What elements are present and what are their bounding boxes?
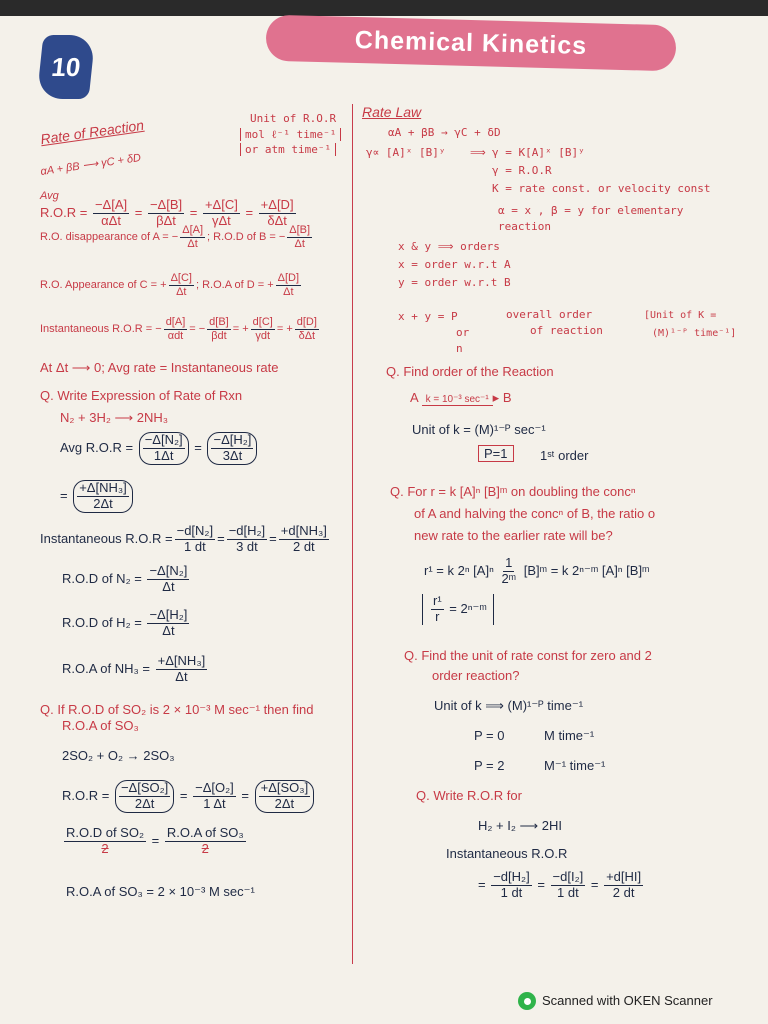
q1-avg-t3-num: +Δ[NH₃] (79, 480, 127, 495)
q1-avg-t2-num: −Δ[H₂] (213, 432, 252, 447)
rate-law-def-2: γ = R.O.R (492, 164, 552, 177)
unit-ror-title: Unit of R.O.R (250, 112, 337, 125)
scanner-watermark: Scanned with OKEN Scanner (542, 993, 713, 1008)
unit-k-note-2: (M)¹⁻ᴾ time⁻¹] (652, 328, 737, 339)
avg-equals-instantaneous: At Δt ⟶ 0; Avg rate = Instantaneous rate (40, 360, 279, 375)
question-5-line2: order reaction? (432, 668, 520, 683)
roa-nh3-num: +Δ[NH₃] (157, 653, 206, 668)
ror-term-d-num: +Δ[D] (260, 197, 294, 212)
q2-ror-t3-den: 2Δt (274, 795, 295, 811)
rod-a-b-expression (40, 224, 314, 250)
question-4-line3: new rate to the earlier rate will be? (414, 528, 613, 543)
q2-ratio: $\frac{\text{R.O.D of SO₂}}{2}$ = $\frac{\text{R.O.A of SO₃}}{2}$ (66, 825, 244, 856)
ror-label: R.O.R = (40, 204, 88, 220)
q1-inst-t3-num: +d[NH₃] (280, 523, 327, 538)
unit-ror-line1: mol ℓ⁻¹ time⁻¹ (240, 128, 341, 141)
orders-line-3: y = order w.r.t B (398, 276, 511, 289)
roa-c-frac (169, 272, 194, 298)
q5-p2: P = 2 (474, 758, 505, 773)
inst-term-b (207, 316, 231, 342)
q1-inst-ror: Instantaneous R.O.R = $\frac{\text{−d[N₂]}}{1 dt}$ = $\frac{\text{−d[H₂]}}{3 dt}$ = $\frac{\text{+d[NH₃]}}{2 dt}$ (40, 523, 327, 554)
q2-ror-t3 (255, 780, 315, 813)
q3-p-box (478, 446, 514, 461)
rod-n2-label: R.O.D of N₂ = (62, 570, 142, 586)
q6-t2-den: 1 dt (557, 884, 579, 900)
roa-d-prefix: ; R.O.A of D = + (195, 279, 274, 292)
rod-n2-den: Δt (162, 578, 175, 594)
q2-ratio-rod (64, 826, 146, 857)
q6-t2-num: −d[I₂] (552, 869, 584, 884)
q1-inst-t3 (279, 524, 329, 555)
roa-c-den: Δt (176, 285, 187, 298)
question-4-line2: of A and halving the concⁿ of B, the ratio o (414, 506, 656, 521)
q6-t1 (491, 870, 531, 901)
q1-avg-label: Avg R.O.R = (60, 439, 134, 455)
q6-t3-den: 2 dt (612, 884, 635, 900)
rate-law-def-4: α = x , β = y for elementary (498, 204, 684, 217)
ror-term-a-num: −Δ[A] (94, 197, 128, 212)
q1-inst-t1-den: 1 dt (184, 538, 206, 554)
q1-avg-ror-cont: = $\frac{\text{+Δ[NH₃]}}{2\Delta t}$ (60, 480, 135, 513)
overall-order-2: of reaction (530, 324, 603, 337)
q3-unit: Unit of k = (M)¹⁻ᴾ sec⁻¹ (412, 422, 546, 437)
inst-term-c-den: γdt (255, 329, 271, 342)
q1-inst-t2-den: 3 dt (236, 538, 258, 554)
q4-ratio (422, 594, 494, 625)
column-divider (352, 104, 353, 964)
q2-ror: R.O.R = $\frac{\text{−Δ[SO₂]}}{2\Delta t}$ = $\frac{\text{−Δ[O₂]}}{1 \Delta t}$ = $\frac{\text{+Δ[SO₃]}}{2\Delta t}$ (62, 780, 316, 813)
rod-a-den: Δt (187, 237, 198, 250)
inst-term-c (251, 316, 275, 342)
q4-ratio-den: r (435, 608, 440, 624)
order-sum: x + y = P (398, 310, 458, 323)
q1-avg-t1-den: 1Δt (153, 447, 174, 463)
question-2-line2: R.O.A of SO₃ (62, 718, 139, 733)
rate-law-def-3: K = rate const. or velocity const (492, 182, 711, 195)
q1-avg-t2-den: 3Δt (222, 447, 243, 463)
q1-avg-ror: Avg R.O.R = $\frac{\text{−Δ[N₂]}}{1\Delta t}$ = $\frac{\text{−Δ[H₂]}}{3\Delta t}$ (60, 432, 259, 465)
chapter-number-badge (37, 35, 96, 99)
q4-equation (424, 556, 650, 587)
roa-nh3-label: R.O.A of NH₃ = (62, 660, 151, 676)
inst-term-d-num: d[D] (296, 316, 317, 328)
rate-law-def-1: γ = K[A]ˣ [B]ʸ (492, 146, 585, 159)
q6-reaction: H₂ + I₂ ⟶ 2HI (478, 818, 562, 833)
roa-nh3-den: Δt (175, 668, 188, 684)
scanner-logo-icon (518, 992, 536, 1010)
q2-ratio-rod-num: R.O.D of SO₂ (66, 825, 145, 840)
q2-ror-t2-num: −Δ[O₂] (195, 780, 234, 795)
q5-p2-unit: M⁻¹ time⁻¹ (544, 758, 606, 773)
question-2-line1: Q. If R.O.D of SO₂ is 2 × 10⁻³ M sec⁻¹ then find (40, 702, 314, 717)
page-top-edge (0, 0, 768, 16)
q4-eq-part2: [B]ᵐ = k 2ⁿ⁻ᵐ [A]ⁿ [B]ᵐ (523, 562, 650, 578)
q2-ror-t2 (193, 781, 236, 812)
avg-ror-expression: R.O.R = $\frac{-\Delta[A]}{\text{αΔt}}$ = $\frac{-\Delta[B]}{\text{βΔt}}$ = $\frac{+\Delta[C]}{\text{γΔt}}$ = $\frac{+\Delta[D]}{\text{δΔt}}$ (40, 197, 294, 228)
question-5-line1: Q. Find the unit of rate const for zero and 2 (404, 648, 652, 663)
q6-t1-num: −d[H₂] (493, 869, 530, 884)
roa-d-den: Δt (283, 285, 294, 298)
q6-t3-num: +d[HI] (606, 869, 642, 884)
q1-avg-t1-num: −Δ[N₂] (144, 432, 183, 447)
q2-ror-t2-den: 1 Δt (203, 795, 226, 811)
q4-ratio-frac (431, 594, 444, 625)
q2-ror-t1-den: 2Δt (134, 795, 155, 811)
q6-inst-expression: = $\frac{\text{−d[H₂]}}{1 dt}$ = $\frac{\text{−d[I₂]}}{1 dt}$ = $\frac{+d[HI]}{2 dt}$ (478, 869, 642, 900)
rate-law-reaction: αA + βB → γC + δD (388, 126, 501, 139)
avg-label: Avg (40, 190, 59, 202)
rod-n2-num: −Δ[N₂] (149, 563, 188, 578)
implies-arrow: ⟹ (470, 147, 486, 159)
rate-law-def-5: reaction (498, 220, 551, 233)
inst-term-c-num: d[C] (252, 316, 273, 328)
q1-inst-t3-den: 2 dt (292, 538, 315, 554)
q5-p0-unit: M time⁻¹ (544, 728, 595, 743)
q2-ratio-rod-den: 2 (101, 840, 109, 856)
roa-d-num: Δ[D] (277, 272, 300, 284)
q1-avg-t3 (73, 480, 133, 513)
inst-term-b-num: d[B] (209, 316, 229, 328)
inst-term-d-den: δΔt (298, 329, 316, 342)
chapter-title-banner (265, 15, 676, 72)
rod-h2-num: −Δ[H₂] (149, 607, 188, 622)
q3-p-value: P=1 (478, 445, 514, 462)
rate-proportionality: γ∝ [A]ˣ [B]ʸ (366, 146, 446, 159)
unit-k-note-1: [Unit of K = (644, 310, 717, 321)
q1-inst-t1 (175, 524, 215, 555)
order-sum-n: n (456, 342, 463, 355)
q2-ror-t1 (115, 780, 174, 813)
q3-order: 1ˢᵗ order (540, 448, 589, 463)
rod-h2-frac (147, 608, 189, 639)
q4-half (499, 556, 518, 587)
orders-line-1: x & y ⟹ orders (398, 240, 500, 253)
unit-ror-line2: or atm time⁻¹ (240, 143, 336, 156)
question-4-line1: Q. For r = k [A]ⁿ [B]ᵐ on doubling the concⁿ (390, 484, 636, 499)
order-sum-or: or (456, 326, 470, 339)
q2-answer: R.O.A of SO₃ = 2 × 10⁻³ M sec⁻¹ (66, 884, 255, 899)
q3-reactant: A (410, 390, 418, 405)
inst-term-a-den: αdt (167, 329, 184, 342)
q5-p0: P = 0 (474, 728, 505, 743)
rod-a-prefix: R.O. disappearance of A = − (40, 231, 179, 244)
roa-nh3-frac (156, 654, 208, 685)
ror-term-b-den: βΔt (156, 212, 176, 228)
rod-a-num: Δ[A] (182, 224, 204, 236)
roa-c-prefix: R.O. Appearance of C = + (40, 279, 167, 292)
rod-h2-label: R.O.D of H₂ = (62, 614, 142, 630)
question-3-reaction: A k = 10⁻³ sec⁻¹ ▸ B (410, 390, 512, 405)
q6-inst-label: Instantaneous R.O.R (446, 846, 568, 861)
roa-c-num: Δ[C] (170, 272, 192, 284)
roa-c-d-expression (40, 272, 303, 298)
question-1-reaction: N₂ + 3H₂ ⟶ 2NH₃ (60, 410, 169, 425)
q2-ror-t3-num: +Δ[SO₃] (260, 780, 309, 795)
question-2-reaction: 2SO₂ + O₂ → 2SO₃ (62, 748, 175, 763)
inst-term-a-num: d[A] (165, 316, 186, 328)
instantaneous-ror-expression: Instantaneous R.O.R = − $\frac{d[A]}{\text{αdt}}$ = − $\frac{d[B]}{\text{βdt}}$ = + $\frac{d[C]}{\text{γdt}}$ = + $\frac{d[D]}{\text{δΔt}}$ (40, 316, 317, 342)
q2-ratio-roa (165, 826, 246, 857)
roa-nh3 (62, 654, 209, 685)
general-reaction: αA + βB ⟶ γC + δD (39, 152, 142, 178)
q1-inst-t2 (227, 524, 267, 555)
rod-a-frac (180, 224, 205, 250)
q4-half-num: 1 (505, 555, 513, 570)
orders-line-2: x = order w.r.t A (398, 258, 511, 271)
q6-t3 (604, 870, 643, 901)
q6-t2 (551, 870, 586, 901)
roa-d-frac (276, 272, 301, 298)
inst-label: Instantaneous R.O.R = − (40, 323, 162, 336)
chapter-number: 10 (50, 51, 83, 82)
q1-inst-label: Instantaneous R.O.R = (40, 530, 173, 546)
rate-of-reaction-heading: Rate of Reaction (39, 116, 145, 148)
ror-term-c-den: γΔt (212, 212, 231, 228)
question-1: Q. Write Expression of Rate of Rxn (40, 388, 243, 403)
inst-term-a (164, 316, 188, 342)
rod-n2 (62, 564, 191, 595)
overall-order-1: overall order (506, 308, 593, 321)
ror-term-b-num: −Δ[B] (149, 197, 183, 212)
q5-unit: Unit of k ⟹ (M)¹⁻ᴾ time⁻¹ (434, 698, 584, 713)
chapter-title: Chemical Kinetics (354, 25, 588, 60)
q2-ror-t1-num: −Δ[SO₂] (120, 780, 169, 795)
q3-product: B (502, 390, 512, 405)
rod-b-den: Δt (294, 237, 305, 250)
rod-b-prefix: ; R.O.D of B = − (207, 231, 286, 244)
rod-h2-den: Δt (162, 622, 175, 638)
q4-half-den: 2ᵐ (501, 570, 517, 586)
question-6: Q. Write R.O.R for (416, 788, 522, 803)
q3-rate-constant: k = 10⁻³ sec⁻¹ (422, 394, 493, 406)
q2-ratio-roa-num: R.O.A of SO₃ (166, 825, 244, 840)
inst-term-d (295, 316, 319, 342)
ror-term-c-num: +Δ[C] (204, 197, 238, 212)
q2-ror-label: R.O.R = (62, 787, 110, 803)
q1-avg-t1 (139, 432, 189, 465)
ror-term-d-den: δΔt (267, 212, 287, 228)
rod-n2-frac (147, 564, 189, 595)
q1-inst-t2-num: −d[H₂] (228, 523, 266, 538)
q1-avg-t2 (207, 432, 257, 465)
ror-term-a-den: αΔt (101, 212, 121, 228)
rod-b-num: Δ[B] (289, 224, 311, 236)
q4-eq-part1: r¹ = k 2ⁿ [A]ⁿ (424, 562, 494, 578)
q6-t1-den: 1 dt (500, 884, 523, 900)
rod-h2 (62, 608, 191, 639)
question-3: Q. Find order of the Reaction (386, 364, 554, 379)
q4-ratio-num: r¹ (433, 593, 442, 608)
q4-ratio-result: = 2ⁿ⁻ᵐ (449, 600, 487, 616)
inst-term-b-den: βdt (211, 329, 227, 342)
q2-ratio-roa-den: 2 (201, 840, 209, 856)
rod-b-frac (287, 224, 312, 250)
q1-inst-t1-num: −d[N₂] (176, 523, 214, 538)
q1-avg-t3-den: 2Δt (93, 495, 113, 511)
rate-law-heading: Rate Law (362, 104, 422, 120)
